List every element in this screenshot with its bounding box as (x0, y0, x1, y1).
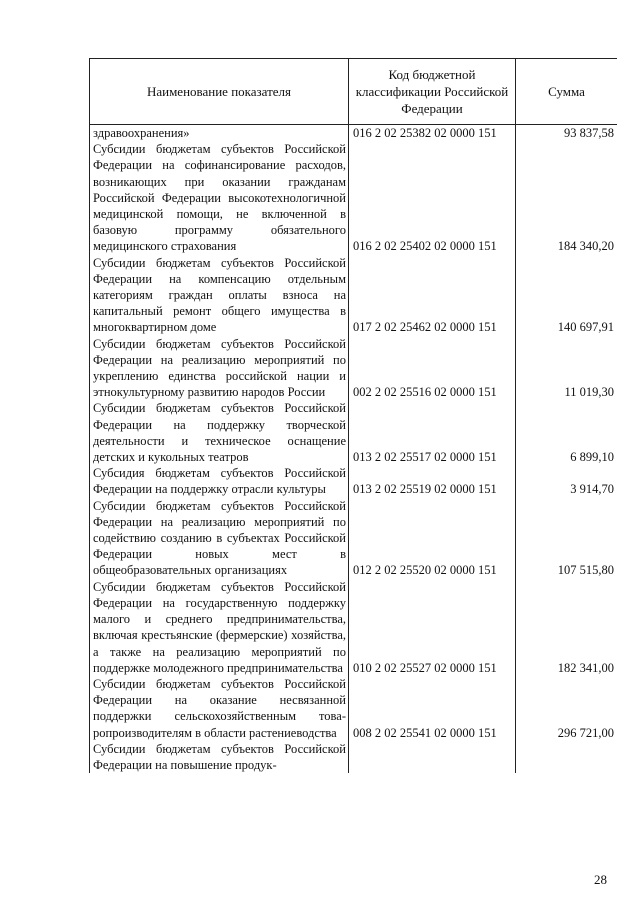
table-row (90, 255, 618, 336)
table-row (90, 498, 618, 579)
row-sum: 184 340,20 (516, 141, 618, 254)
row-budget-code (349, 741, 516, 773)
row-budget-code: 010 2 02 25527 02 0000 151 (349, 579, 516, 676)
table-row (90, 336, 618, 401)
row-indicator-name: Субсидия бюджетам субъектов Российской Федерации на поддержку отрасли культуры (90, 465, 349, 497)
budget-table (89, 58, 617, 773)
row-sum: 182 341,00 (516, 579, 618, 676)
row-sum: 93 837,58 (516, 125, 618, 142)
table-row (90, 741, 618, 773)
table-header-row (90, 59, 618, 125)
row-indicator-name: Субсидии бюджетам субъектов Российской Федерации на реализацию мероприятий по содействию созданию в субъектах Российской Федерации новых мест в общеобразовательных организациях (90, 498, 349, 579)
row-indicator-name: Субсидии бюджетам субъектов Российской Федерации на повышение продук- (90, 741, 349, 773)
row-indicator-name: здравоохранения» (90, 125, 349, 142)
row-indicator-name: Субсидии бюджетам субъектов Российской Федерации на поддержку творческой деятельности и техническое оснащение детских и кукольных театров (90, 400, 349, 465)
row-sum: 11 019,30 (516, 336, 618, 401)
row-sum: 296 721,00 (516, 676, 618, 741)
header-budget-code: Код бюджетной классификации Российской Федерации (349, 59, 516, 125)
row-budget-code: 002 2 02 25516 02 0000 151 (349, 336, 516, 401)
row-sum (516, 741, 618, 773)
row-indicator-name: Субсидии бюджетам субъектов Российской Федерации на оказание несвязанной поддержки сельскохозяйственным товаропроизводителям в области растениеводства (90, 676, 349, 741)
row-sum: 6 899,10 (516, 400, 618, 465)
row-indicator-name: Субсидии бюджетам субъектов Российской Федерации на государственную поддержку малого и среднего предпринимательства, включая крестьянские (фермерские) хозяйства, а также на реализацию мероприятий по поддержке молодежного предпринимательства (90, 579, 349, 676)
row-budget-code: 008 2 02 25541 02 0000 151 (349, 676, 516, 741)
table-row (90, 400, 618, 465)
row-budget-code: 013 2 02 25517 02 0000 151 (349, 400, 516, 465)
table-row (90, 579, 618, 676)
row-budget-code: 016 2 02 25382 02 0000 151 (349, 125, 516, 142)
budget-table-container (89, 58, 617, 905)
table-row (90, 125, 618, 142)
row-budget-code: 017 2 02 25462 02 0000 151 (349, 255, 516, 336)
row-indicator-name: Субсидии бюджетам субъектов Российской Федерации на софинансирование расходов, возникающих при оказании гражданам Российской Федерации высокотехнологичной медицинской помощи, не включенной в базовую программу обязательного медицинского страхования (90, 141, 349, 254)
row-indicator-name: Субсидии бюджетам субъектов Российской Федерации на компенсацию отдельным категориям граждан оплаты взноса на капитальный ремонт общего имущества в многоквартирном доме (90, 255, 349, 336)
row-indicator-name: Субсидии бюджетам субъектов Российской Федерации на реализацию мероприятий по укреплению единства российской нации и этнокультурному развитию народов России (90, 336, 349, 401)
table-row (90, 141, 618, 254)
table-row (90, 676, 618, 741)
header-indicator-name: Наименование показателя (90, 59, 349, 125)
header-sum: Сумма (516, 59, 618, 125)
page-number: 28 (594, 872, 607, 887)
row-sum: 140 697,91 (516, 255, 618, 336)
row-budget-code: 013 2 02 25519 02 0000 151 (349, 465, 516, 497)
table-row (90, 465, 618, 497)
row-sum: 3 914,70 (516, 465, 618, 497)
row-budget-code: 012 2 02 25520 02 0000 151 (349, 498, 516, 579)
row-budget-code: 016 2 02 25402 02 0000 151 (349, 141, 516, 254)
row-sum: 107 515,80 (516, 498, 618, 579)
